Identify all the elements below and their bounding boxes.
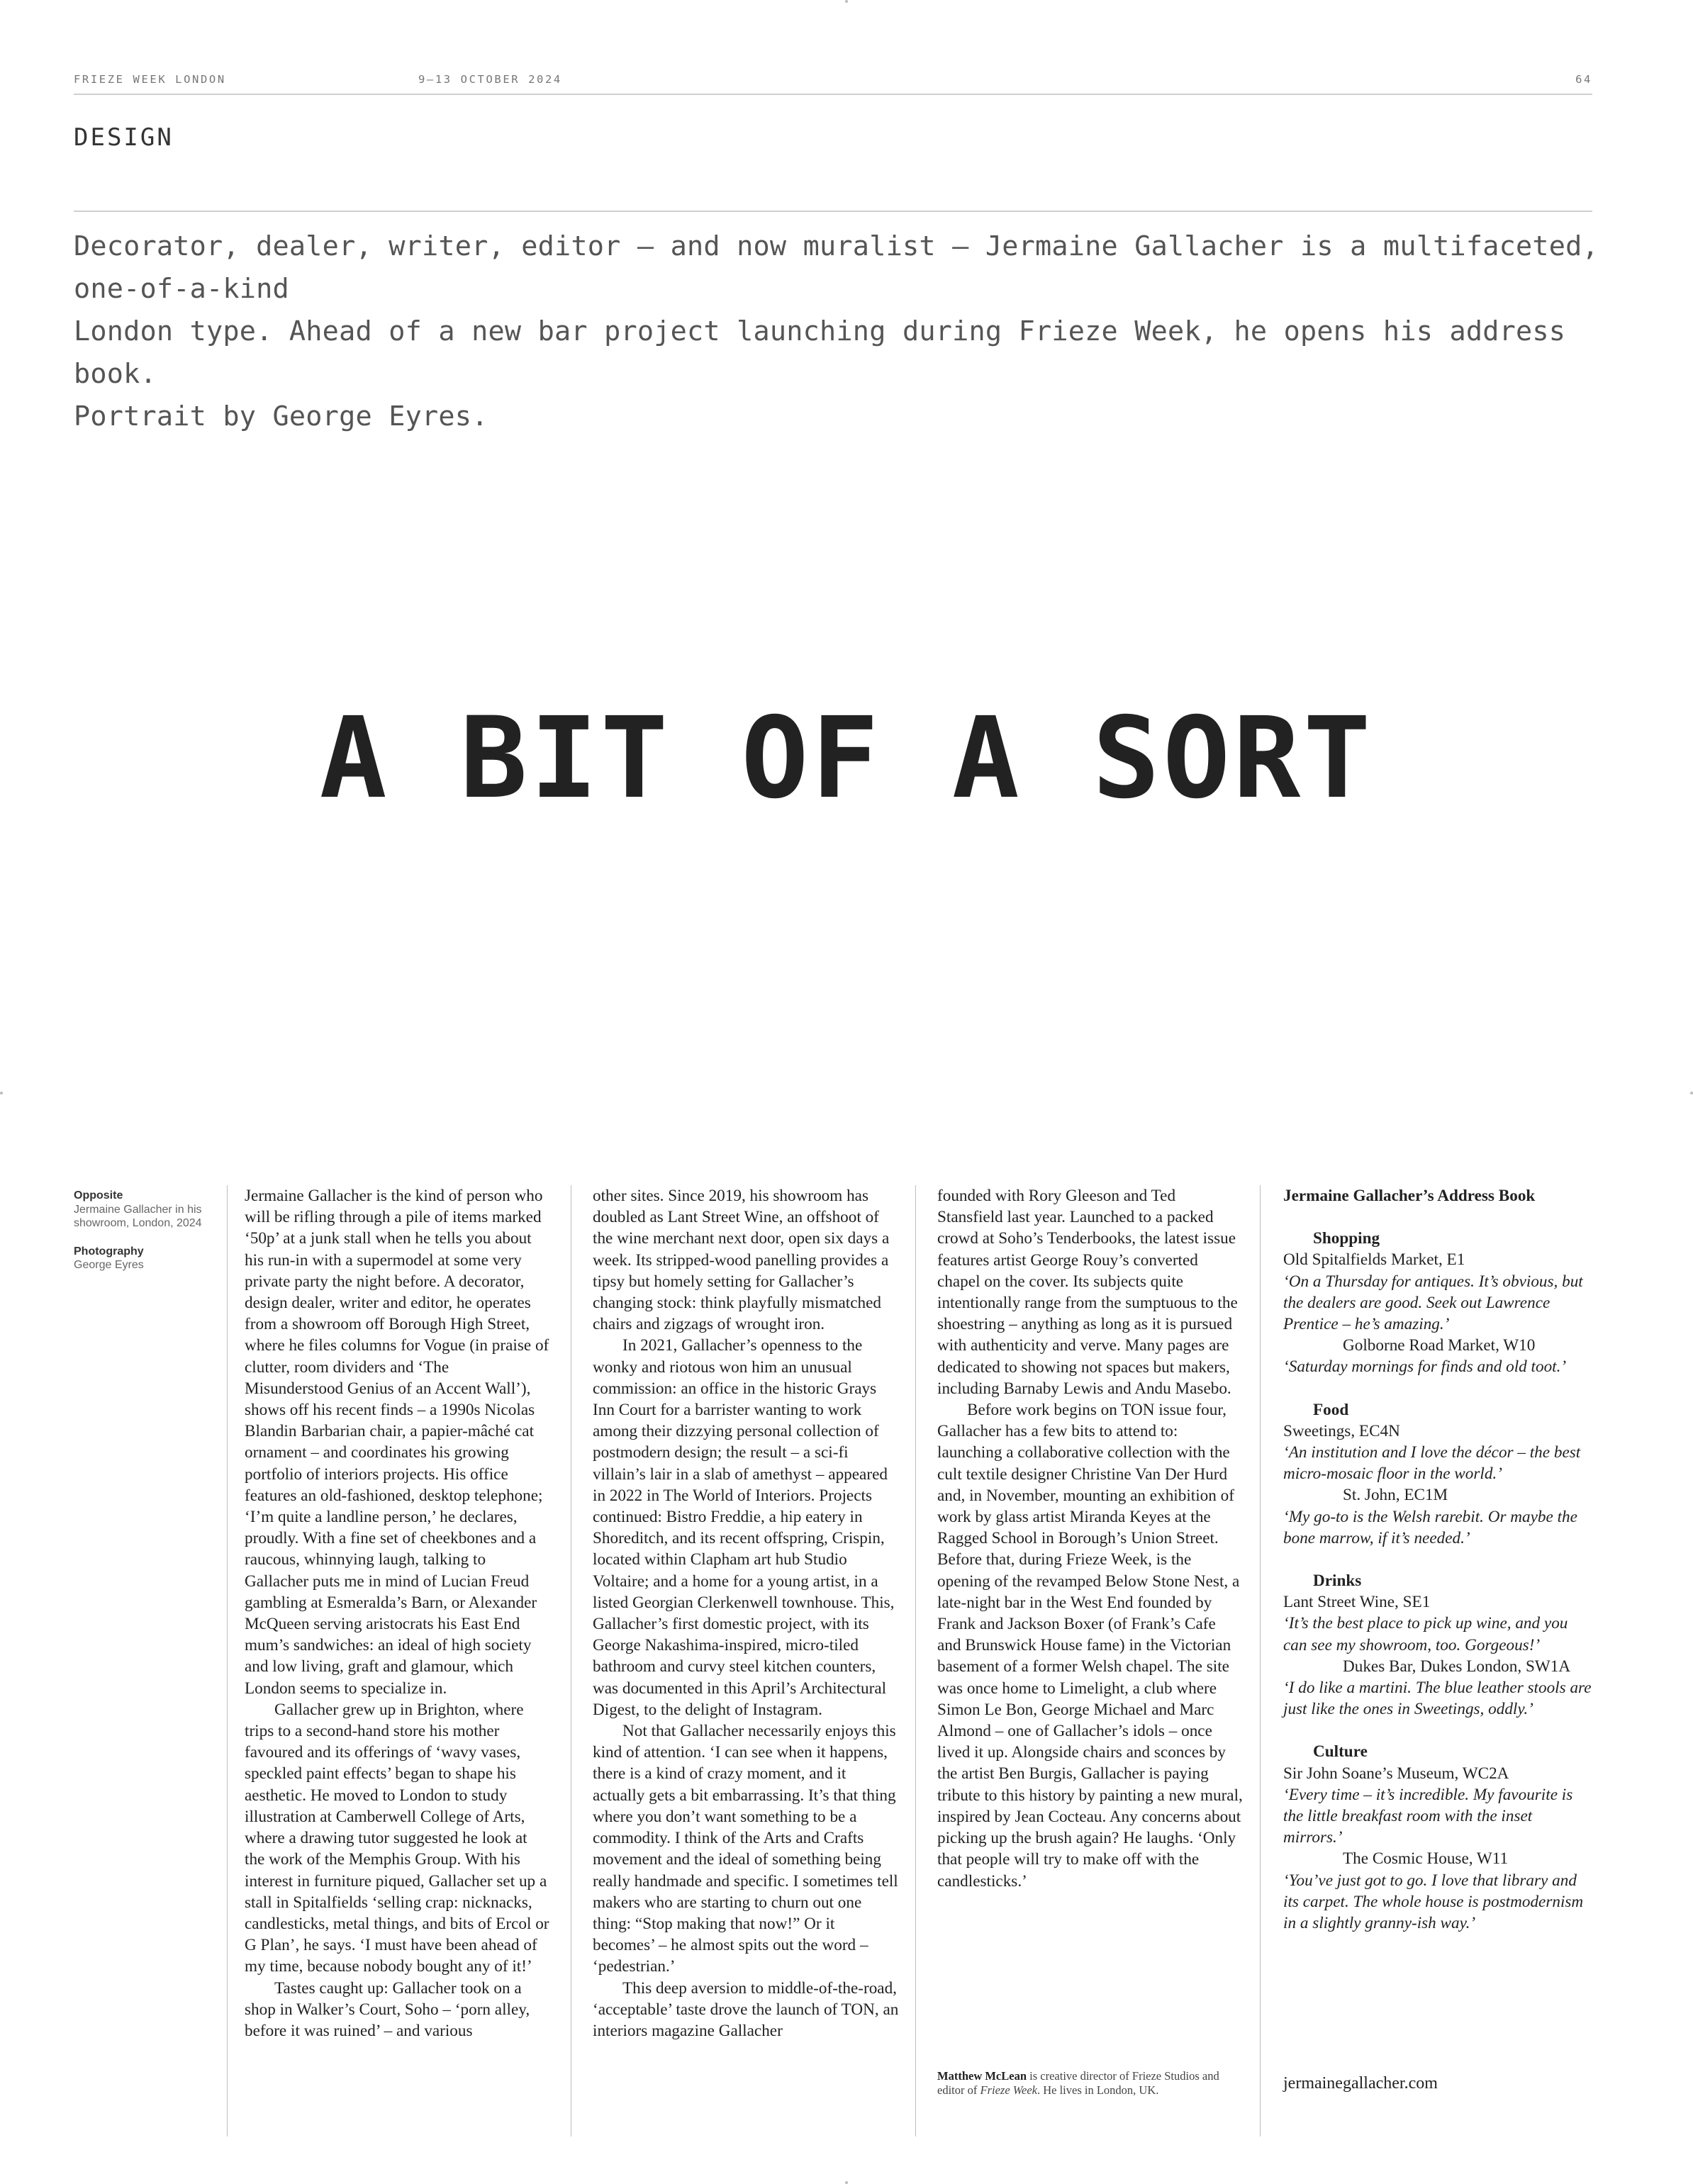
address-entry: Old Spitalfields Market, E1 [1283,1250,1465,1270]
section-label: DESIGN [74,123,174,152]
address-entry: Dukes Bar, Dukes London, SW1A [1343,1657,1571,1676]
article-paragraph: In 2021, Gallacher’s openness to the wonky and riotous won him an unusual commission: an office in the historic Grays Inn Court for a barrister wanting to work among their dizzying personal collection of postmodern design; the result – a sci-fi villain’s lair in a slab of amethyst – appeared in 2022 in The World of Interiors. Projects continued: Bistro Freddie, a hip eatery in Shoreditch, and its recent offspring, Crispin, located within Clapham art hub Studio Voltaire; and a home for a young artist, in a listed Georgian Clerkenwell townhouse. This, Gallacher’s first domestic project, with its George Nakashima-inspired, micro-tiled bathroom and curvy steel kitchen counters, was documented in this April’s Architectural Digest, to the delight of Instagram. [593,1336,895,1719]
column-rule [227,1185,228,2137]
website-link[interactable]: jermainegallacher.com [1283,2074,1438,2093]
category-culture: Culture [1313,1742,1368,1762]
article-paragraph: Tastes caught up: Gallacher took on a shop in Walker’s Court, Soho – ‘porn alley, before it was ruined’ – and various [245,1978,530,2040]
registration-mark [0,1092,3,1094]
standfirst [74,225,1605,438]
column-rule [915,1185,916,2137]
article-paragraph: founded with Rory Gleeson and Ted Stansfield last year. Launched to a packed crowd at Soho’s Tenderbooks, the latest issue features artist George Rouy’s converted chapel on the cover. Its subjects quite intentionally range from the sumptuous to the shoestring – anything as long as it is pursued with authenticity and verve. Many pages are dedicated to showing not spaces but makers, including Barnaby Lewis and Andu Masebo. [937,1187,1238,1398]
publication-name: FRIEZE WEEK LONDON [74,73,226,86]
address-quote: ‘It’s the best place to pick up wine, and you can see my showroom, too. Gorgeous!’ [1283,1614,1568,1654]
article-column-3 [937,1185,1244,1892]
article-paragraph: Gallacher grew up in Brighton, where trips to a second-hand store his mother favoured and its offerings of ‘wavy vases, speckled paint effects’ began to shape his aesthetic. He moved to London to study illustration at Camberwell College of Arts, where a drawing tutor suggested he look at the work of the Memphis Group. With his interest in furniture piqued, Gallacher set up a stall in Spitalfields ‘selling crap: nicknacks, candlesticks, metal things, and bits of Ercol or G Plan’, he says. ‘I must have been ahead of my time, because nobody bought any of it!’ [245,1700,549,1976]
category-drinks: Drinks [1313,1572,1362,1591]
caption-photo-text: George Eyres [74,1259,144,1271]
article-column-1 [245,1185,551,2042]
section-rule [74,211,1592,212]
address-entry: Sweetings, EC4N [1283,1421,1400,1440]
caption-opposite-text: Jermaine Gallacher in his showroom, London, 2024 [74,1203,202,1229]
article-paragraph: This deep aversion to middle-of-the-road, ‘acceptable’ taste drove the launch of TON, an interiors magazine Gallacher [593,1978,899,2040]
address-quote: ‘On a Thursday for antiques. It’s obvious, but the dealers are good. Seek out Lawrence Prentice – he’s amazing.’ [1283,1272,1583,1334]
address-entry: The Cosmic House, W11 [1343,1849,1509,1869]
magazine-name: Frieze Week [980,2083,1037,2097]
article-paragraph: Jermaine Gallacher is the kind of person who will be rifling through a pile of items marked ‘50p’ at a junk stall when he tells you about his run-in with a supermodel at some very private party the night before. A decorator, design dealer, writer and editor, he operates from a showroom off Borough High Street, where he files columns for Vogue (in praise of clutter, room dividers and ‘The Misunderstood Genius of an Accent Wall’), shows off his recent finds – a 1990s Nicolas Blandin Barbarian chair, a papier-mâché cat ornament – and coordinates his growing portfolio of interiors projects. His office features an old-fashioned, desktop telephone; ‘I’m quite a landline person,’ he declares, proudly. With a fine set of cheekbones and a raucous, whinnying laugh, talking to Gallacher puts me in mind of Lucian Freud gambling at Esmeralda’s Barn, or Alexander McQueen serving aristocrats his East End mum’s sandwiches: an ideal of high society and low living, graft and glamour, which London seems to specialize in. [245,1187,549,1698]
caption-opposite-label: Opposite [74,1189,123,1202]
standfirst-line: Decorator, dealer, writer, editor – and now muralist – Jermaine Gallacher is a multifaceted, one-of-a-kind [74,230,1599,305]
address-quote: ‘My go-to is the Welsh rarebit. Or maybe the bone marrow, if it’s needed.’ [1283,1507,1577,1547]
address-quote: ‘I do like a martini. The blue leather stools are just like the ones in Sweetings, oddly.’ [1283,1679,1592,1719]
article-paragraph: Before work begins on TON issue four, Gallacher has a few bits to attend to: launching a collaborative collection with the cult textile designer Christine Van Der Hurd and, in November, mounting an exhibition of work by glass artist Miranda Keyes at the Ragged School in Borough’s Union Street. Before that, during Frieze Week, is the opening of the revamped Below Stone Nest, a late-night bar in the West End founded by Frank and Jackson Boxer (of Frank’s Cafe and Brunswick House fame) in the Victorian basement of a former Welsh chapel. The site was once home to Limelight, a club where Simon Le Bon, George Michael and Marc Almond – one of Gallacher’s idols – once lived it up. Alongside chairs and sconces by the artist Ben Burgis, Gallacher is paying tribute to this history by painting a new mural, inspired by Jean Cocteau. Any concerns about picking up the brush again? He laughs. ‘Only that people will try to make off with the candlesticks.’ [937,1401,1243,1891]
address-entry: Sir John Soane’s Museum, WC2A [1283,1764,1509,1783]
standfirst-line: Portrait by George Eyres. [74,401,488,432]
registration-mark [1690,1092,1693,1094]
author-bio [937,2069,1249,2098]
address-book [1283,1185,1595,1934]
address-entry: Golborne Road Market, W10 [1343,1336,1536,1355]
address-book-title: Jermaine Gallacher’s Address Book [1283,1187,1536,1205]
category-shopping: Shopping [1313,1229,1380,1248]
column-rule [1260,1185,1261,2137]
article-column-2 [593,1185,899,2042]
article-paragraph: Not that Gallacher necessarily enjoys this kind of attention. ‘I can see when it happens, there is a kind of crazy moment, and it actually gets a bit embarrassing. It’s that thing where you don’t want something to be a commodity. I think of the Arts and Crafts movement and the ideal of something being really handmade and specific. I sometimes tell makers who are starting to churn out one thing: “Stop making that now!” Or it becomes’ – he almost spits out the word – ‘pedestrian.’ [593,1722,898,1976]
page-number: 64 [1575,73,1592,86]
author-bio-text: is creative director of Frieze Studios and editor of [937,2069,1219,2097]
address-quote: ‘An institution and I love the décor – the best micro-mosaic floor in the world.’ [1283,1443,1581,1484]
address-quote: ‘Saturday mornings for finds and old toot.’ [1283,1357,1567,1377]
photo-caption [74,1189,208,1272]
headline: A BIT OF A SORT [319,693,1374,824]
category-food: Food [1313,1400,1349,1419]
author-name: Matthew McLean [937,2069,1027,2083]
address-entry: Lant Street Wine, SE1 [1283,1593,1431,1612]
standfirst-line: London type. Ahead of a new bar project launching during Frieze Week, he opens his address book. [74,315,1566,390]
article-paragraph: other sites. Since 2019, his showroom has doubled as Lant Street Wine, an offshoot of the wine merchant next door, open six days a week. Its stripped-wood panelling provides a tipsy but homely setting for Gallacher’s changing stock: think playfully mismatched chairs and zigzags of wrought iron. [593,1187,890,1334]
address-quote: ‘You’ve just got to go. I love that library and its carpet. The whole house is postmodernism in a slightly granny-ish way.’ [1283,1871,1584,1933]
issue-dates: 9–13 OCTOBER 2024 [418,73,562,86]
address-quote: ‘Every time – it’s incredible. My favourite is the little breakfast room with the inset mirrors.’ [1283,1785,1573,1847]
caption-photo-label: Photography [74,1245,144,1258]
registration-mark [845,0,848,3]
author-bio-text: . He lives in London, UK. [1037,2083,1159,2097]
header-rule [74,94,1592,95]
address-entry: St. John, EC1M [1343,1486,1448,1505]
registration-mark [845,2181,848,2184]
